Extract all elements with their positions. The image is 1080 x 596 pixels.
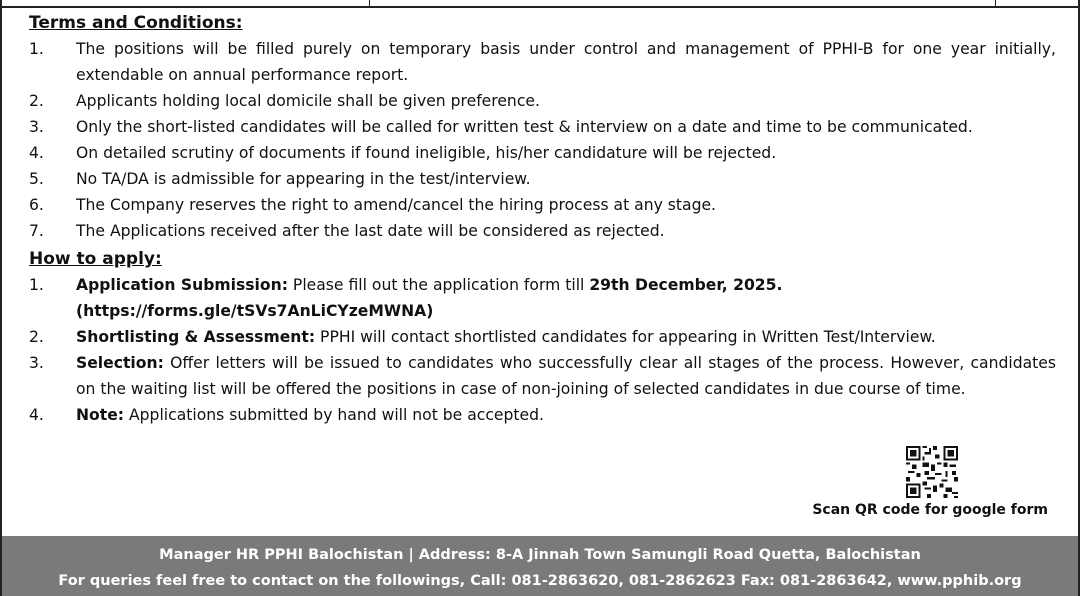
list-item: 3. Only the short-listed candidates will be called for written test & interview on a date and time to be communicated. (29, 118, 973, 136)
terms-list (29, 36, 1056, 244)
list-item: 6. The Company reserves the right to amend/cancel the hiring process at any stage. (29, 196, 717, 214)
list-item: 3. Selection: Offer letters will be issued to candidates who successfully clear all stages of the process. However, candidates on the waiting list will be offered the positions in case of non-joining of selected candidates in due course of time. (29, 354, 1056, 398)
list-item: 1. Application Submission: Please fill out the application form till 29th December, 2025. (https://forms.gle/tSVs7AnLiCYzeMWNA) (29, 276, 783, 320)
footer-contact: For queries feel free to contact on the followings, Call: 081-2863620, 081-2862623 Fax: 081-2863642, www.pphib.org (58, 573, 1022, 589)
qr-caption: Scan QR code for google form (812, 502, 1048, 518)
item-label: Selection: (76, 354, 164, 372)
content (29, 10, 1056, 428)
item-label: Note: (76, 406, 125, 424)
footer-address: Manager HR PPHI Balochistan | Address: 8-A Jinnah Town Samungli Road Quetta, Balochistan (159, 547, 921, 563)
item-label: Application Submission: (76, 276, 288, 294)
table-bottom-edge (2, 0, 1078, 8)
how-to-apply-list (29, 272, 1056, 428)
qr-code-icon[interactable] (906, 446, 958, 498)
list-item: 1. The positions will be filled purely on temporary basis under control and management of PPHI-B for one year initially, extendable on annual performance report. (29, 40, 1056, 84)
list-item: 2. Shortlisting & Assessment: PPHI will contact shortlisted candidates for appearing in Written Test/Interview. (29, 328, 936, 346)
application-form-link[interactable]: (https://forms.gle/tSVs7AnLiCYzeMWNA) (76, 302, 434, 320)
item-label: Shortlisting & Assessment: (76, 328, 316, 346)
list-item: 4. Note: Applications submitted by hand will not be accepted. (29, 406, 544, 424)
list-item: 4. On detailed scrutiny of documents if found ineligible, his/her candidature will be rejected. (29, 144, 777, 162)
deadline-date: 29th December, 2025. (589, 276, 783, 294)
list-item: 7. The Applications received after the last date will be considered as rejected. (29, 222, 665, 240)
footer (2, 536, 1078, 596)
how-to-apply-title: How to apply: (29, 249, 162, 269)
list-item: 2. Applicants holding local domicile shall be given preference. (29, 92, 540, 110)
terms-title: Terms and Conditions: (29, 13, 243, 33)
list-item: 5. No TA/DA is admissible for appearing in the test/interview. (29, 170, 531, 188)
